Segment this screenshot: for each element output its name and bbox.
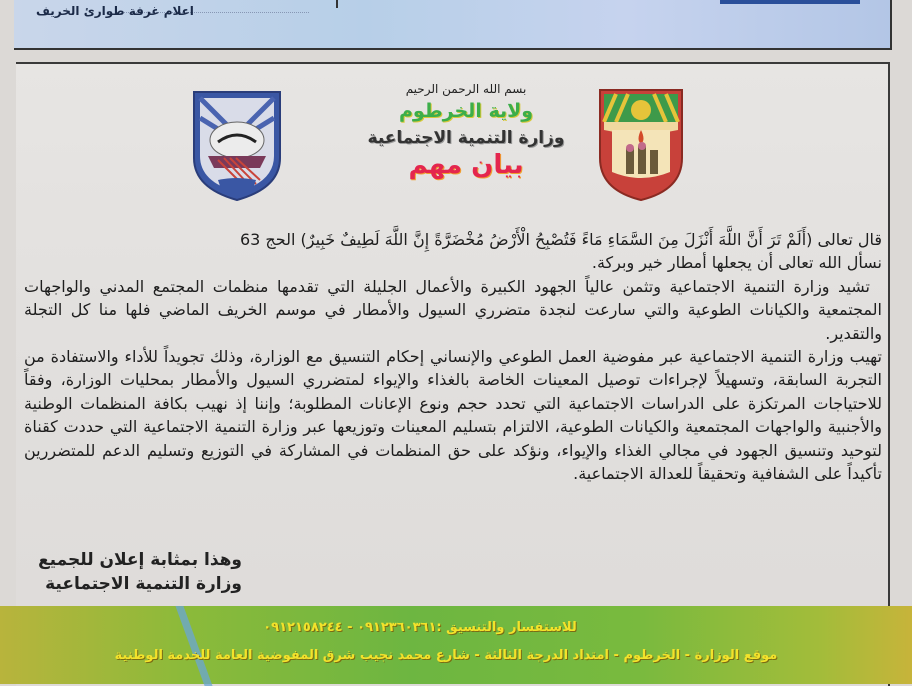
header-block bbox=[326, 80, 606, 180]
basmala: بسم الله الرحمن الرحيم bbox=[405, 82, 527, 96]
footer-address: موقع الوزارة - الخرطوم - امتداد الدرجة الثالثة - شارع محمد نجيب شرق المفوضية العامة للخدمة الوطنية bbox=[114, 648, 778, 663]
top-banner bbox=[14, 0, 892, 50]
banner-blue-strip bbox=[720, 0, 860, 4]
khartoum-state-emblem-icon bbox=[596, 86, 686, 202]
announcement-box bbox=[16, 62, 890, 686]
paragraph-appeal: تهيب وزارة التنمية الاجتماعية عبر مفوضية العمل الطوعي والإنساني إحكام التنسيق مع الوزارة، وذلك تجويداً للأداء والاستفادة من التجربة السابقة، وتسهيلاً لإجراءات توصيل المعينات الخاصة بالغذاء والإيواء لمتضرري السيول والأمطار بمحليات الوزارة، وفقاً للاحتياجات المرتكزة على الدراسات الاجتماعية التي تحدد حجم ونوع الإعانات المطلوبة؛ وإننا إذ نهيب بكافة المنظمات الوطنية والأجنبية والواجهات المجتمعية والكيانات الطوعية، الالتزام بتسليم المعينات وتوزيعها عبر وزارة التنمية الاجتماعية التي حددت كقناة لتوحيد وتنسيق الجهود في مجالي الغذاء والإيواء، ونؤكد على حق المنظمات في المشاركة في التوزيع وتسليم الدعم للمتضررين تأكيداً على الشفافية وتحقيقاً للعدالة الاجتماعية. bbox=[24, 347, 882, 484]
signature-line-2: وزارة التنمية الاجتماعية bbox=[45, 574, 242, 594]
footer-band bbox=[0, 606, 912, 684]
banner-divider bbox=[336, 0, 338, 8]
signature-line-1: وهذا بمثابة إعلان للجميع bbox=[38, 550, 242, 570]
banner-caption: اعلام غرفة طوارئ الخريف bbox=[36, 4, 194, 18]
quran-verse: قال تعالى (أَلَمْ تَرَ أَنَّ اللَّهَ أَنْزَلَ مِنَ السَّمَاءِ مَاءً فَتُصْبِحُ الْأَرْضُ مُخْضَرَّةً إِنَّ اللَّهَ لَطِيفٌ خَبِيرٌ) الحج 63 bbox=[239, 230, 882, 249]
ministry-name: وزارة التنمية الاجتماعية bbox=[367, 128, 565, 148]
statement-title: بيان مهم bbox=[408, 150, 524, 180]
footer-decorative-streak bbox=[175, 606, 212, 686]
ministry-emblem-icon bbox=[190, 88, 284, 202]
paragraph-praise: تشيد وزارة التنمية الاجتماعية وتثمن عالياً الجهود الكبيرة والأعمال الجليلة التي تقدمها منظمات المجتمع المدني والواجهات المجتمعية والكيانات الطوعية والتي سارعت لنجدة متضرري السيول والأمطار في موسم الخريف الماضي فلها منا كل التجلة والتقدير. bbox=[24, 276, 882, 343]
footer-contact: للاستفسار والتنسيق :٠٩١٢٣٦٠٣٦١ - ٠٩١٢١٥٨٢٤٤ bbox=[263, 620, 577, 635]
state-name: ولاية الخرطوم bbox=[398, 100, 534, 122]
announcement-body bbox=[24, 228, 882, 485]
prayer-line: نسأل الله تعالى أن يجعلها أمطار خير وبركة. bbox=[591, 253, 882, 273]
signature-block bbox=[22, 548, 242, 596]
